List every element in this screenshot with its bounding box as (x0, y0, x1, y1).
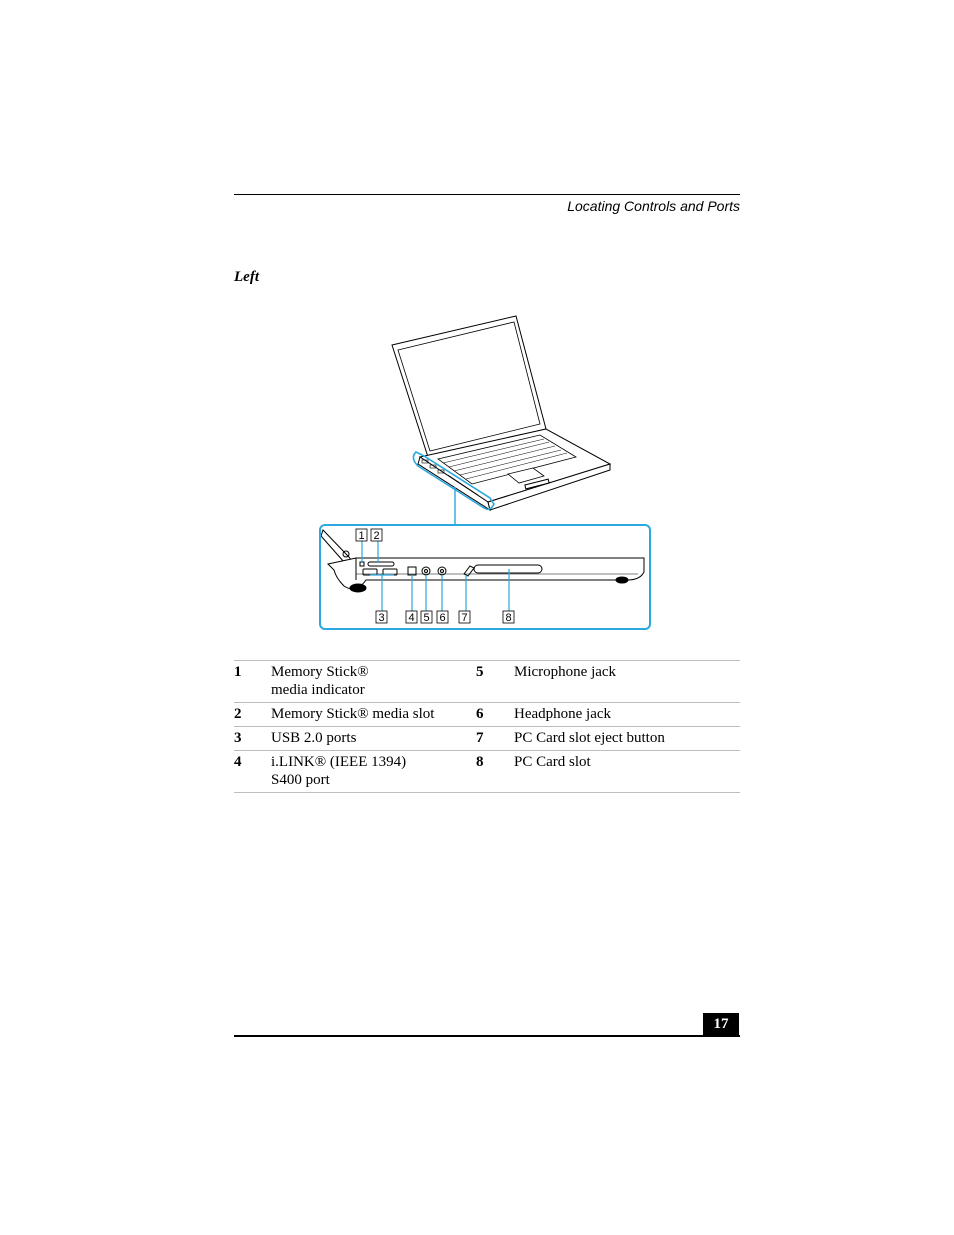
item-number: 2 (234, 706, 242, 722)
item-number: 3 (234, 730, 242, 746)
footer-rule (234, 1035, 740, 1037)
item-number: 1 (234, 664, 242, 680)
item-label (271, 751, 476, 793)
callout-1: 1 (358, 530, 365, 542)
table-row (234, 727, 740, 751)
laptop-illustration (392, 316, 610, 510)
item-number: 8 (476, 754, 484, 770)
running-header: Locating Controls and Ports (567, 198, 740, 214)
callout-3: 3 (378, 612, 385, 624)
callout-7: 7 (461, 612, 468, 624)
item-number: 6 (476, 706, 484, 722)
page-number: 17 (703, 1013, 739, 1036)
item-label: Headphone jack (514, 706, 612, 722)
item-label: USB 2.0 ports (271, 730, 357, 746)
callout-5: 5 (423, 612, 430, 624)
item-number: 4 (234, 754, 242, 770)
section-title: Left (234, 269, 259, 285)
callout-8: 8 (505, 612, 512, 624)
detail-callout-box (319, 524, 651, 630)
item-label: PC Card slot (514, 754, 591, 770)
item-label-line2: S400 port (271, 772, 330, 788)
header-rule (234, 194, 740, 195)
item-label (271, 661, 476, 703)
table-row (234, 703, 740, 727)
item-number: 5 (476, 664, 484, 680)
item-label-line2: media indicator (271, 682, 365, 698)
callout-2: 2 (373, 530, 380, 542)
table-row (234, 751, 740, 793)
item-label: Microphone jack (514, 664, 617, 680)
item-label-line1: Memory Stick® (271, 664, 369, 680)
item-label: PC Card slot eject button (514, 730, 665, 746)
component-legend-table (234, 660, 740, 793)
table-row (234, 661, 740, 703)
item-label-line1: i.LINK® (IEEE 1394) (271, 754, 407, 770)
callout-4: 4 (408, 612, 415, 624)
item-number: 7 (476, 730, 484, 746)
item-label: Memory Stick® media slot (271, 706, 435, 722)
callout-6: 6 (439, 612, 446, 624)
